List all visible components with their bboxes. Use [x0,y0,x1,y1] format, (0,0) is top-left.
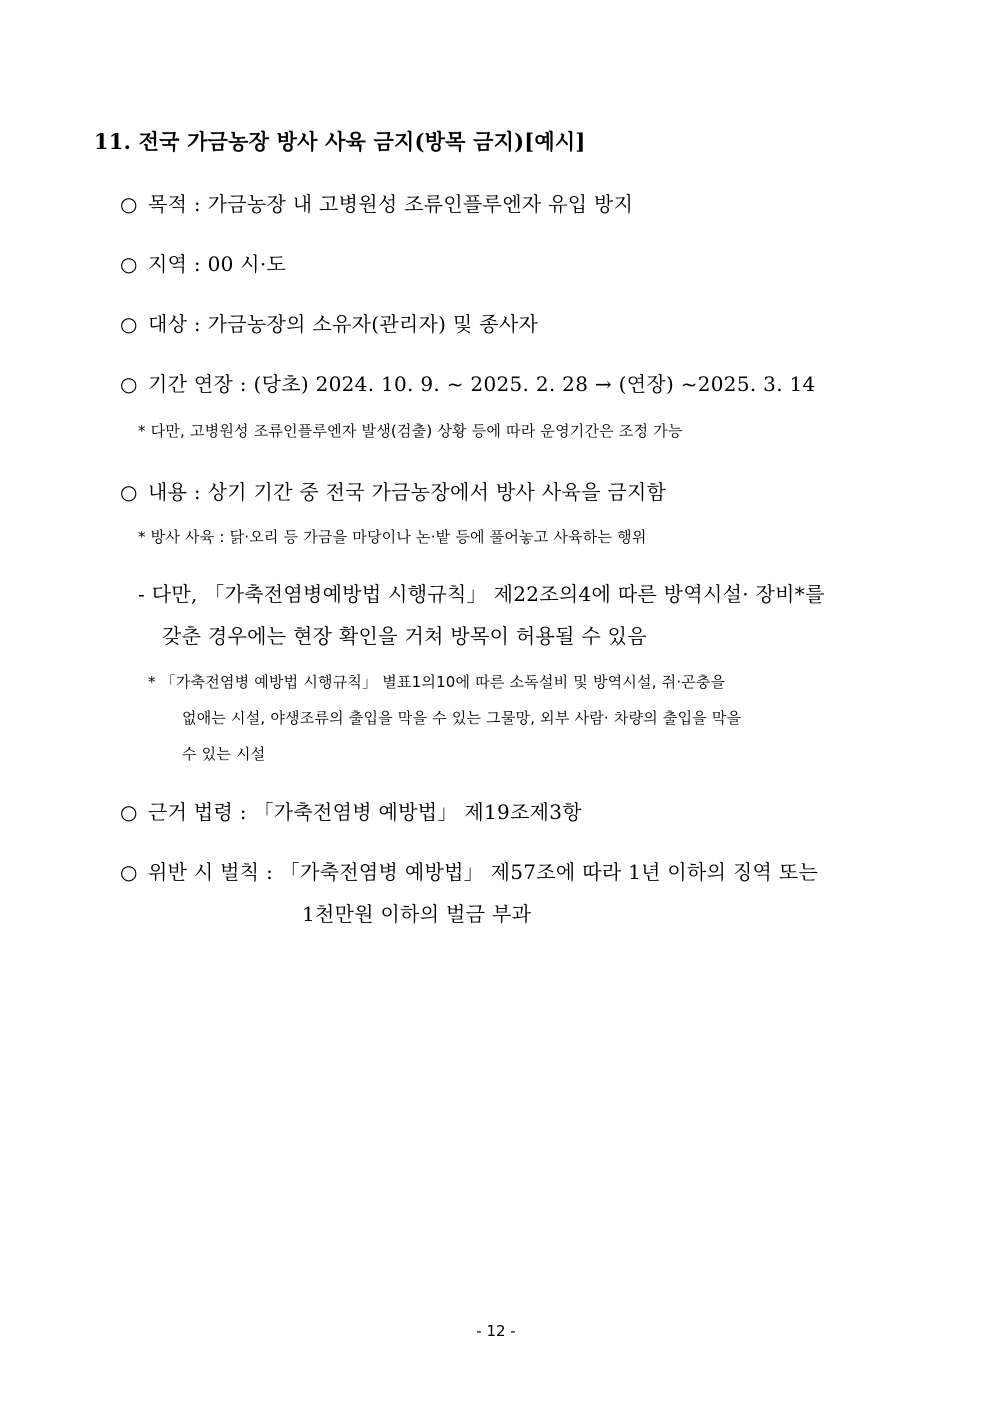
purpose-text: 목적 : 가금농장 내 고병원성 조류인플루엔자 유입 방지 [148,192,634,216]
period-note: * 다만, 고병원성 조류인플루엔자 발생(검출) 상황 등에 따라 운영기간은 조정 가능 [138,422,683,440]
period-item [120,368,816,397]
circle-bullet-icon: ○ [120,372,138,396]
legal-basis-item [120,796,582,825]
penalty-text-line-1: 위반 시 벌칙 : 「가축전염병 예방법」 제57조에 따라 1년 이하의 징역 또는 [148,860,819,884]
region-text: 지역 : 00 시·도 [148,252,287,276]
target-text: 대상 : 가금농장의 소유자(관리자) 및 종사자 [148,312,539,336]
circle-bullet-icon: ○ [120,192,138,216]
penalty-text-line-2: 1천만원 이하의 벌금 부과 [302,902,532,926]
exception-line-2: 갖춘 경우에는 현장 확인을 거쳐 방목이 허용될 수 있음 [162,624,647,648]
region-item [120,248,286,277]
circle-bullet-icon: ○ [120,480,138,504]
page-number: - 12 - [476,1322,516,1340]
target-item [120,308,538,337]
section-title: 11. 전국 가금농장 방사 사육 금지(방목 금지)[예시] [94,129,586,154]
exception-note-line-3: 수 있는 시설 [182,745,266,763]
exception-line-1: - 다만, 「가축전염병예방법 시행규칙」 제22조의4에 따른 방역시설· 장비*를 [138,582,825,606]
circle-bullet-icon: ○ [120,312,138,336]
content-item [120,476,666,505]
content-text: 내용 : 상기 기간 중 전국 가금농장에서 방사 사육을 금지함 [148,480,667,504]
exception-note-line-1: * 「가축전염병 예방법 시행규칙」 별표1의10에 따른 소독설비 및 방역시설, 쥐·곤충을 [148,673,726,691]
content-note: * 방사 사육 : 닭·오리 등 가금을 마당이나 논·밭 등에 풀어놓고 사육하는 행위 [138,528,647,546]
circle-bullet-icon: ○ [120,860,138,884]
purpose-item [120,188,633,217]
exception-note-line-2: 없애는 시설, 야생조류의 출입을 막을 수 있는 그물망, 외부 사람· 차량의 출입을 막을 [182,709,742,727]
legal-basis-text: 근거 법령 : 「가축전염병 예방법」 제19조제3항 [148,800,582,824]
period-text: 기간 연장 : (당초) 2024. 10. 9. ~ 2025. 2. 28 → (연장) ~2025. 3. 14 [148,372,816,396]
circle-bullet-icon: ○ [120,252,138,276]
penalty-item [120,856,818,885]
circle-bullet-icon: ○ [120,800,138,824]
